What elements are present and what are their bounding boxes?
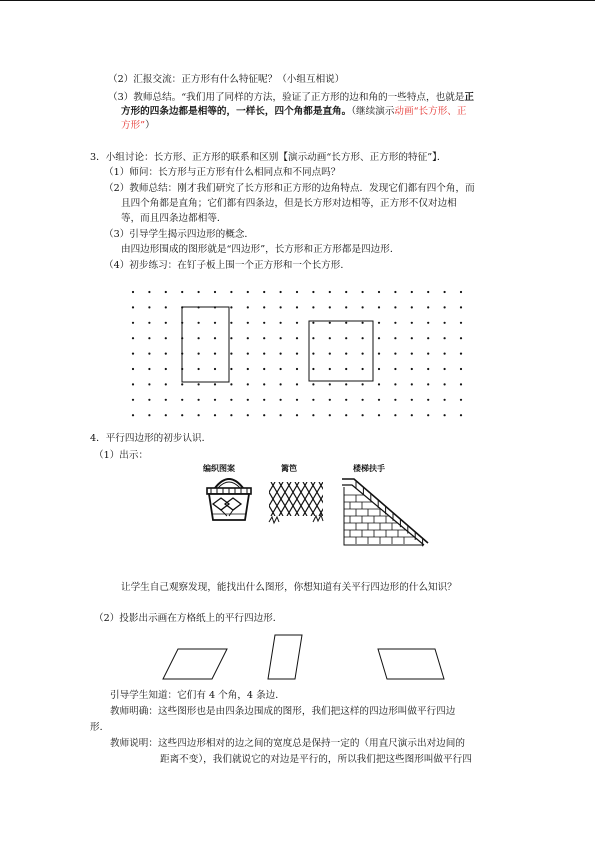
- geoboard-peg: [214, 322, 216, 324]
- geoboard-peg: [247, 337, 249, 339]
- geoboard-peg: [148, 414, 150, 416]
- summary-bold-2: 方形的四条边都是相等的，一样长，四个角都是直角。: [121, 106, 352, 117]
- geoboard-peg: [296, 337, 298, 339]
- geoboard-peg: [427, 383, 429, 385]
- section-3-q2-line3: 等，而且四条边都相等．: [121, 213, 227, 224]
- geoboard-peg: [198, 368, 200, 370]
- geoboard-peg: [329, 399, 331, 401]
- geoboard-peg: [247, 399, 249, 401]
- geoboard-peg: [296, 306, 298, 308]
- geoboard-peg: [411, 399, 413, 401]
- geoboard-peg: [280, 291, 282, 293]
- geoboard-peg: [165, 337, 167, 339]
- geoboard-peg: [329, 414, 331, 416]
- geoboard-peg: [411, 291, 413, 293]
- geoboard-peg: [394, 399, 396, 401]
- geoboard-peg: [378, 399, 380, 401]
- geoboard-peg: [444, 306, 446, 308]
- geoboard-peg: [378, 322, 380, 324]
- geoboard-peg: [427, 368, 429, 370]
- geoboard-peg: [214, 291, 216, 293]
- geoboard-peg: [214, 368, 216, 370]
- geoboard-peg: [280, 399, 282, 401]
- geoboard-peg: [148, 353, 150, 355]
- geoboard-peg: [230, 383, 232, 385]
- geoboard-peg: [181, 383, 183, 385]
- geoboard-peg: [444, 368, 446, 370]
- section-3-heading: 3．小组讨论：长方形、正方形的联系和区别【演示动画“长方形、正方形的特征”】．: [90, 152, 447, 163]
- geoboard-peg: [148, 291, 150, 293]
- geoboard-peg: [263, 353, 265, 355]
- geoboard-peg: [247, 322, 249, 324]
- geoboard-peg: [296, 414, 298, 416]
- geoboard-peg: [280, 322, 282, 324]
- geoboard-peg: [394, 414, 396, 416]
- parallelogram-1: [163, 649, 227, 679]
- geoboard-peg: [165, 368, 167, 370]
- geoboard-peg: [181, 291, 183, 293]
- geoboard-peg: [247, 368, 249, 370]
- geoboard-peg: [345, 399, 347, 401]
- geoboard-peg: [312, 399, 314, 401]
- geoboard-peg: [165, 291, 167, 293]
- section-3-q2-line1: （2）教师总结：刚才我们研究了长方形和正方形的边角特点．发现它们都有四个角，而: [104, 183, 475, 194]
- geoboard-peg: [329, 322, 331, 324]
- geoboard-peg: [460, 383, 462, 385]
- geoboard-peg: [460, 322, 462, 324]
- geoboard-peg: [345, 322, 347, 324]
- summary-text: （3）教师总结。“我们用了同样的方法，验证了正方形的边和角的一些特点，也就是: [108, 92, 465, 103]
- geoboard-peg: [214, 414, 216, 416]
- geoboard-peg: [214, 353, 216, 355]
- caption-stair-railing: 楼梯扶手: [353, 463, 385, 473]
- section-3-q1: （1）师问：长方形与正方形有什么相同点和不同点吗？: [104, 167, 341, 178]
- geoboard-peg: [329, 383, 331, 385]
- caption-fence: 篱笆: [281, 463, 297, 473]
- geoboard-peg: [230, 337, 232, 339]
- geoboard-peg: [362, 414, 364, 416]
- geoboard-peg: [296, 322, 298, 324]
- geoboard-peg: [312, 383, 314, 385]
- geoboard-peg: [444, 399, 446, 401]
- geoboard-peg: [345, 414, 347, 416]
- geoboard-peg: [460, 368, 462, 370]
- geoboard-peg: [296, 368, 298, 370]
- geoboard-peg: [427, 414, 429, 416]
- item-3-summary-line2: [121, 106, 466, 118]
- geoboard-peg: [132, 383, 134, 385]
- geoboard-peg: [460, 414, 462, 416]
- section-4-sub1: （1）出示：: [94, 450, 149, 461]
- geoboard-peg: [148, 368, 150, 370]
- geoboard-peg: [362, 368, 364, 370]
- geoboard-figure: [125, 282, 475, 417]
- section-3-q2-line2: 且四个角都是直角；它们都有四条边，但是长方形对边相等，正方形不仅对边相: [121, 198, 457, 209]
- geoboard-rectangle: [182, 307, 229, 382]
- geoboard-peg: [132, 414, 134, 416]
- geoboard-peg: [312, 353, 314, 355]
- geoboard-peg: [148, 399, 150, 401]
- geoboard-peg: [198, 383, 200, 385]
- geoboard-peg: [132, 353, 134, 355]
- geoboard-peg: [198, 399, 200, 401]
- geoboard-peg: [394, 337, 396, 339]
- geoboard-peg: [345, 353, 347, 355]
- geoboard-peg: [362, 322, 364, 324]
- geoboard-peg: [345, 383, 347, 385]
- geoboard-peg: [165, 306, 167, 308]
- geoboard-peg: [411, 353, 413, 355]
- geoboard-peg: [378, 353, 380, 355]
- geoboard-peg: [247, 306, 249, 308]
- geoboard-peg: [312, 322, 314, 324]
- geoboard-peg: [411, 383, 413, 385]
- geoboard-peg: [132, 322, 134, 324]
- parallelogram-figures: [160, 634, 450, 684]
- geoboard-peg: [280, 368, 282, 370]
- geoboard-peg: [427, 399, 429, 401]
- section-4-heading: 4．平行四边形的初步认识．: [90, 433, 212, 444]
- teacher-explain-line2: 距离不变），我们就说它的对边是平行的，所以我们把这些图形叫做平行四: [160, 754, 472, 765]
- geoboard-peg: [148, 306, 150, 308]
- geoboard-peg: [427, 353, 429, 355]
- geoboard-peg: [444, 353, 446, 355]
- geoboard-peg: [280, 383, 282, 385]
- geoboard-peg: [460, 399, 462, 401]
- geoboard-peg: [394, 383, 396, 385]
- summary-close-paren: ）: [145, 120, 155, 131]
- geoboard-peg: [132, 399, 134, 401]
- geoboard-peg: [247, 353, 249, 355]
- geoboard-peg: [263, 306, 265, 308]
- geoboard-peg: [329, 337, 331, 339]
- geoboard-peg: [263, 291, 265, 293]
- geoboard-peg: [263, 322, 265, 324]
- geoboard-peg: [165, 399, 167, 401]
- geoboard-peg: [181, 399, 183, 401]
- item-3-summary-line1: [108, 92, 474, 104]
- geoboard-peg: [378, 337, 380, 339]
- geoboard-peg: [378, 291, 380, 293]
- geoboard-peg: [378, 414, 380, 416]
- geoboard-peg: [296, 383, 298, 385]
- summary-bold: 正: [464, 92, 474, 103]
- geoboard-peg: [378, 306, 380, 308]
- geoboard-peg: [329, 368, 331, 370]
- geoboard-peg: [345, 337, 347, 339]
- geoboard-peg: [214, 337, 216, 339]
- fence-illustration: [265, 478, 329, 528]
- section-4-observe: 让学生自己观察发现，能找出什么图形，你想知道有关平行四边形的什么知识？: [121, 582, 457, 593]
- geoboard-peg: [362, 291, 364, 293]
- geoboard-peg: [165, 383, 167, 385]
- geoboard-peg: [362, 306, 364, 308]
- geoboard-peg: [394, 306, 396, 308]
- geoboard-peg: [148, 322, 150, 324]
- geoboard-peg: [296, 399, 298, 401]
- geoboard-peg: [198, 322, 200, 324]
- geoboard-peg: [394, 291, 396, 293]
- geoboard-peg: [296, 291, 298, 293]
- geoboard-peg: [263, 337, 265, 339]
- geoboard-peg: [263, 383, 265, 385]
- teacher-explain-line1: 教师说明：这些四边形相对的边之间的宽度总是保持一定的（用直尺演示出对边间的: [110, 738, 465, 749]
- parallelogram-2: [268, 635, 302, 679]
- geoboard-peg: [312, 414, 314, 416]
- geoboard-peg: [132, 306, 134, 308]
- geoboard-peg: [411, 368, 413, 370]
- geoboard-peg: [148, 337, 150, 339]
- geoboard-peg: [362, 383, 364, 385]
- item-3-summary-line3: [121, 120, 155, 132]
- geoboard-peg: [411, 306, 413, 308]
- geoboard-peg: [329, 353, 331, 355]
- geoboard-peg: [345, 368, 347, 370]
- geoboard-peg: [444, 414, 446, 416]
- geoboard-peg: [394, 353, 396, 355]
- geoboard-peg: [411, 414, 413, 416]
- geoboard-peg: [378, 368, 380, 370]
- section-3-q4: （4）初步练习：在钉子板上围一个正方形和一个长方形．: [104, 260, 350, 271]
- geoboard-peg: [230, 322, 232, 324]
- geoboard-peg: [427, 322, 429, 324]
- geoboard-peg: [329, 291, 331, 293]
- geoboard-peg: [230, 414, 232, 416]
- geoboard-peg: [345, 291, 347, 293]
- geoboard-peg: [444, 322, 446, 324]
- geoboard-peg: [214, 383, 216, 385]
- teacher-clarify-line1: 教师明确：这些图形也是由四条边围成的图形，我们把这样的四边形叫做平行四边: [110, 706, 456, 717]
- geoboard-peg: [444, 337, 446, 339]
- geoboard-peg: [263, 414, 265, 416]
- geoboard-peg: [230, 291, 232, 293]
- caption-weaving: 编织图案: [203, 463, 235, 473]
- geoboard-peg: [247, 291, 249, 293]
- geoboard-peg: [444, 383, 446, 385]
- geoboard-peg: [280, 414, 282, 416]
- geoboard-peg: [132, 337, 134, 339]
- geoboard-peg: [460, 337, 462, 339]
- geoboard-peg: [132, 368, 134, 370]
- geoboard-peg: [362, 337, 364, 339]
- geoboard-peg: [148, 383, 150, 385]
- geoboard-peg: [132, 291, 134, 293]
- geoboard-peg: [312, 306, 314, 308]
- geoboard-peg: [280, 337, 282, 339]
- geoboard-peg: [362, 399, 364, 401]
- geoboard-peg: [312, 337, 314, 339]
- item-2-report: （2）汇报交流：正方形有什么特征呢？（小组互相说）: [108, 74, 345, 85]
- geoboard-peg: [312, 368, 314, 370]
- geoboard-peg: [165, 322, 167, 324]
- geoboard-peg: [460, 353, 462, 355]
- geoboard-peg: [165, 414, 167, 416]
- geoboard-peg: [198, 291, 200, 293]
- parallelogram-3: [378, 649, 444, 679]
- section-4-sub2: （2）投影出示画在方格纸上的平行四边形．: [94, 613, 283, 624]
- geoboard-peg: [312, 291, 314, 293]
- geoboard-peg: [198, 353, 200, 355]
- guide-text: 引导学生知道：它们有 4 个角，4 条边．: [110, 690, 285, 701]
- geoboard-peg: [460, 291, 462, 293]
- geoboard-peg: [263, 368, 265, 370]
- geoboard-peg: [247, 414, 249, 416]
- summary-paren: （继续演示: [351, 106, 395, 117]
- geoboard-peg: [198, 414, 200, 416]
- geoboard-peg: [394, 322, 396, 324]
- geoboard-peg: [247, 383, 249, 385]
- geoboard-peg: [345, 306, 347, 308]
- geoboard-square: [309, 321, 373, 381]
- stair-railing-illustration: [340, 473, 432, 547]
- header-rule: [0, 0, 595, 1]
- geoboard-peg: [427, 337, 429, 339]
- geoboard-peg: [378, 383, 380, 385]
- geoboard-peg: [165, 353, 167, 355]
- geoboard-peg: [280, 306, 282, 308]
- geoboard-peg: [280, 353, 282, 355]
- geoboard-peg: [263, 399, 265, 401]
- geoboard-peg: [362, 353, 364, 355]
- geoboard-peg: [181, 414, 183, 416]
- geoboard-peg: [230, 399, 232, 401]
- geoboard-peg: [230, 368, 232, 370]
- geoboard-peg: [230, 306, 232, 308]
- geoboard-peg: [427, 306, 429, 308]
- geoboard-peg: [427, 291, 429, 293]
- geoboard-peg: [198, 337, 200, 339]
- animation-link-text: 动画“长方形、正: [394, 106, 467, 117]
- teacher-clarify-line2: 形．: [90, 722, 110, 733]
- geoboard-peg: [296, 353, 298, 355]
- geoboard-peg: [230, 353, 232, 355]
- geoboard-peg: [214, 399, 216, 401]
- geoboard-peg: [444, 291, 446, 293]
- geoboard-peg: [329, 306, 331, 308]
- geoboard-peg: [411, 337, 413, 339]
- section-3-q3: （3）引导学生揭示四边形的概念．: [104, 229, 255, 240]
- geoboard-peg: [411, 322, 413, 324]
- geoboard-peg: [460, 306, 462, 308]
- geoboard-peg: [394, 368, 396, 370]
- section-3-q3-definition: 由四边形围成的图形就是“四边形”，长方形和正方形都是四边形．: [121, 244, 400, 255]
- basket-illustration: [203, 474, 255, 524]
- animation-link-text-2: 方形”: [121, 120, 146, 131]
